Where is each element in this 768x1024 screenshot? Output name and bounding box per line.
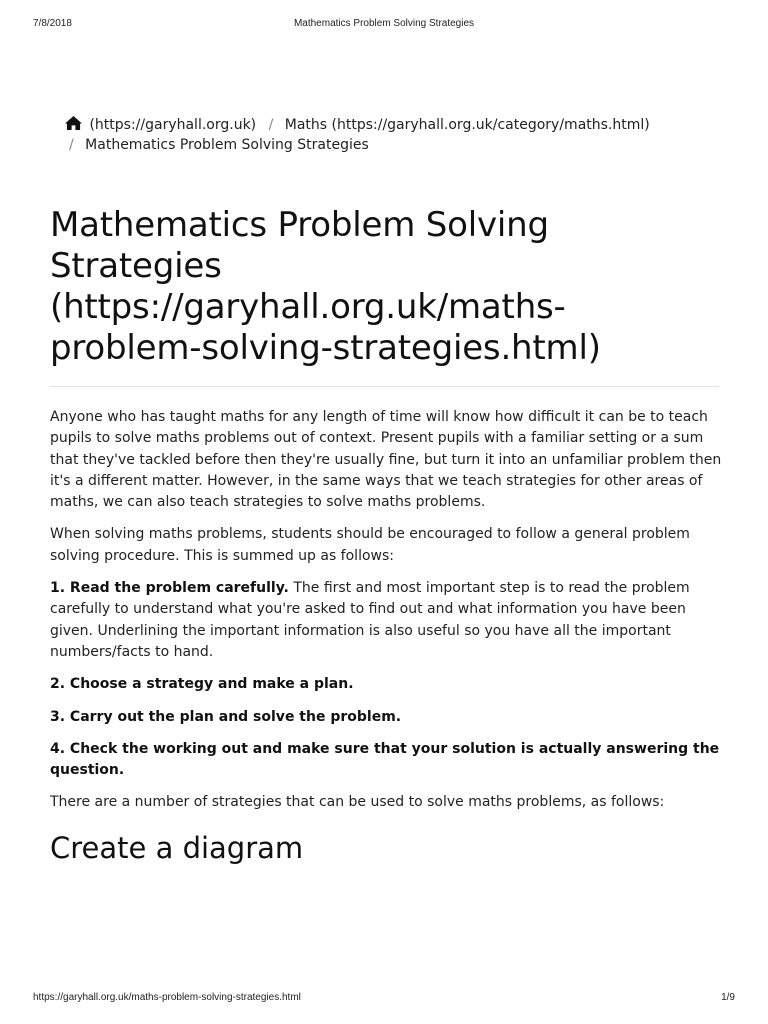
breadcrumb-home-link[interactable]	[64, 117, 261, 133]
breadcrumb-current: Mathematics Problem Solving Strategies	[85, 137, 369, 153]
section-heading: Create a diagram	[50, 831, 304, 865]
page-title-line: Mathematics Problem Solving	[50, 205, 549, 245]
page-title-line: Strategies	[50, 246, 222, 286]
procedure-paragraph: When solving maths problems, students should be encouraged to follow a general problem solving procedure. This is summed up as follows:	[50, 526, 690, 564]
breadcrumb-separator: /	[69, 137, 74, 153]
page-title-link: problem-solving-strategies.html)	[50, 328, 601, 368]
home-icon	[64, 115, 83, 131]
step-3: 3. Carry out the plan and solve the problem.	[50, 708, 402, 725]
intro-paragraph: Anyone who has taught maths for any length of time will know how difficult it can be to teach pupils to solve maths problems out of context. Present pupils with a familiar setting or a sum that they've tackled before then they're usually fine, but turn it into an unfamiliar problem then it's a different matter. However, in the same ways that we teach strategies for other areas of maths, we can also teach strategies to solve maths problems.	[50, 409, 722, 511]
step-1-text: The first and most important step is to read the problem carefully to understand what you're asked to find out and what information you have been given. Underlining the important information is also useful so you have all the important numbers/facts to hand.	[50, 580, 690, 660]
title-divider	[50, 386, 719, 387]
breadcrumb-maths-link[interactable]: Maths (https://garyhall.org.uk/category/maths.html)	[284, 117, 650, 133]
print-date: 7/8/2018	[33, 18, 72, 29]
step-1-heading: 1. Read the problem carefully.	[50, 580, 289, 597]
print-page-title: Mathematics Problem Solving Strategies	[293, 18, 475, 29]
step-4: 4. Check the working out and make sure that your solution is actually answering the question.	[50, 740, 720, 779]
breadcrumb	[64, 115, 684, 155]
breadcrumb-separator: /	[268, 117, 274, 133]
step-2: 2. Choose a strategy and make a plan.	[50, 676, 354, 693]
page-title-link: (https://garyhall.org.uk/maths-	[50, 287, 566, 327]
print-url: https://garyhall.org.uk/maths-problem-solving-strategies.html	[33, 992, 301, 1003]
article-body	[50, 407, 724, 825]
breadcrumb-home-label: (https://garyhall.org.uk)	[89, 117, 257, 133]
step-1	[50, 578, 724, 663]
breadcrumb-row-2	[64, 135, 684, 155]
strategies-intro-paragraph: There are a number of strategies that can be used to solve maths problems, as follows:	[50, 794, 665, 811]
breadcrumb-row-1	[64, 115, 684, 135]
print-page-number: 1/9	[721, 992, 735, 1003]
print-header	[33, 18, 735, 32]
page-title[interactable]	[50, 205, 730, 369]
print-footer	[33, 992, 735, 1006]
